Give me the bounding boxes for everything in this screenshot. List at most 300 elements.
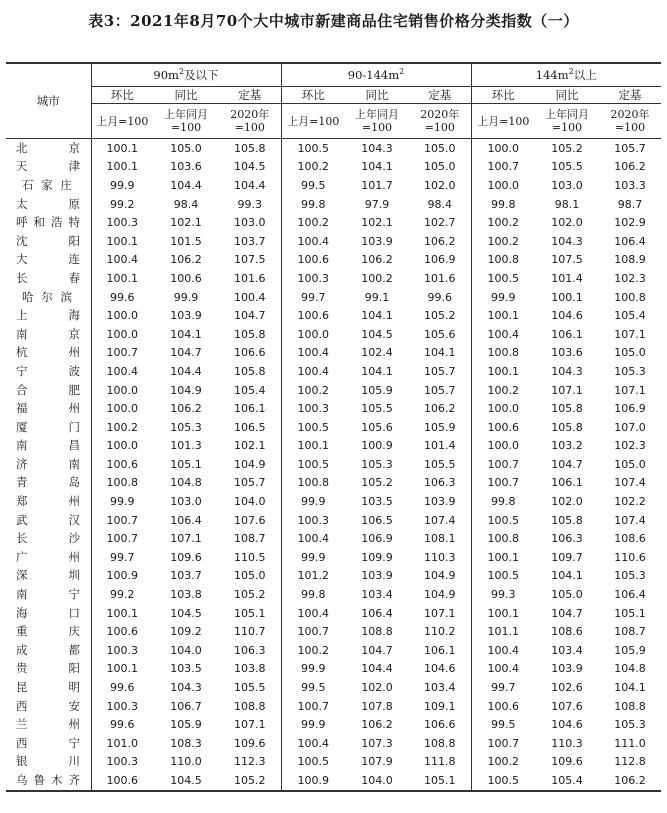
value-cell: 100.3 bbox=[281, 399, 345, 418]
value-cell: 100.4 bbox=[281, 604, 345, 623]
value-cell: 99.9 bbox=[91, 492, 153, 511]
table-title: 表3：2021年8月70个大中城市新建商品住宅销售价格分类指数（一） bbox=[88, 12, 579, 30]
value-cell: 100.8 bbox=[614, 290, 646, 304]
value-cell: 99.6 bbox=[91, 715, 153, 734]
value-cell: 100.3 bbox=[91, 641, 153, 660]
value-cell: 112.3 bbox=[234, 755, 266, 769]
value-cell: 105.2 bbox=[424, 309, 456, 323]
base-header-line: 上月=100 bbox=[287, 114, 340, 128]
value-cell: 101.1 bbox=[471, 622, 535, 641]
value-cell: 106.1 bbox=[551, 476, 583, 490]
city-name: 重庆 bbox=[16, 624, 80, 639]
value-cell: 104.6 bbox=[551, 309, 583, 323]
value-cell: 100.0 bbox=[91, 399, 153, 418]
value-cell: 108.3 bbox=[170, 736, 202, 750]
value-cell: 105.8 bbox=[234, 364, 266, 378]
value-cell: 99.8 bbox=[281, 585, 345, 604]
value-cell: 103.7 bbox=[170, 569, 202, 583]
base-header bbox=[91, 104, 153, 139]
sub-header: 定基 bbox=[409, 87, 471, 104]
value-cell: 100.5 bbox=[471, 269, 535, 288]
value-cell: 101.4 bbox=[424, 439, 456, 453]
table-row bbox=[6, 381, 661, 400]
city-name: 南宁 bbox=[16, 587, 80, 602]
value-cell: 104.1 bbox=[361, 364, 393, 378]
value-cell: 106.1 bbox=[234, 402, 266, 416]
value-cell: 100.7 bbox=[91, 511, 153, 530]
value-cell: 100.7 bbox=[471, 474, 535, 493]
value-cell: 99.9 bbox=[471, 288, 535, 307]
city-name: 石家庄 bbox=[22, 177, 72, 192]
value-cell: 105.9 bbox=[614, 643, 646, 657]
value-cell: 110.3 bbox=[424, 550, 456, 564]
value-cell: 105.0 bbox=[551, 588, 583, 602]
value-cell: 103.9 bbox=[361, 569, 393, 583]
value-cell: 100.7 bbox=[91, 529, 153, 548]
value-cell: 102.6 bbox=[551, 681, 583, 695]
city-name: 广州 bbox=[16, 549, 80, 564]
value-cell: 100.5 bbox=[471, 511, 535, 530]
table-row bbox=[6, 418, 661, 437]
value-cell: 100.9 bbox=[361, 439, 393, 453]
value-cell: 98.4 bbox=[427, 197, 452, 211]
value-cell: 107.5 bbox=[234, 253, 266, 267]
table-row bbox=[6, 511, 661, 530]
city-name: 西安 bbox=[16, 698, 80, 713]
group-header-large: $144m^2$以上 bbox=[471, 63, 661, 87]
value-cell: 105.1 bbox=[424, 773, 456, 787]
value-cell: 99.9 bbox=[281, 492, 345, 511]
value-cell: 99.5 bbox=[471, 715, 535, 734]
value-cell: 105.5 bbox=[424, 457, 456, 471]
value-cell: 100.0 bbox=[471, 176, 535, 195]
value-cell: 106.2 bbox=[170, 253, 202, 267]
table-row bbox=[6, 641, 661, 660]
city-cell bbox=[6, 474, 91, 493]
value-cell: 102.1 bbox=[234, 439, 266, 453]
value-cell: 106.2 bbox=[361, 718, 393, 732]
value-cell: 105.3 bbox=[614, 569, 646, 583]
value-cell: 104.3 bbox=[361, 141, 393, 155]
value-cell: 102.0 bbox=[551, 216, 583, 230]
value-cell: 102.1 bbox=[361, 216, 393, 230]
value-cell: 100.0 bbox=[471, 399, 535, 418]
value-cell: 104.0 bbox=[234, 495, 266, 509]
table-row bbox=[6, 158, 661, 177]
value-cell: 103.6 bbox=[170, 160, 202, 174]
value-cell: 100.8 bbox=[91, 474, 153, 493]
city-cell bbox=[6, 697, 91, 716]
value-cell: 100.6 bbox=[471, 418, 535, 437]
value-cell: 103.9 bbox=[424, 495, 456, 509]
value-cell: 100.1 bbox=[471, 362, 535, 381]
value-cell: 100.1 bbox=[551, 290, 583, 304]
base-header-line: =100 bbox=[614, 121, 646, 134]
value-cell: 110.3 bbox=[551, 736, 583, 750]
value-cell: 102.1 bbox=[170, 216, 202, 230]
table-row bbox=[6, 697, 661, 716]
value-cell: 106.4 bbox=[170, 513, 202, 527]
value-cell: 101.7 bbox=[361, 178, 393, 192]
city-name: 郑州 bbox=[16, 494, 80, 509]
city-cell bbox=[6, 344, 91, 363]
value-cell: 100.1 bbox=[91, 269, 153, 288]
value-cell: 106.1 bbox=[424, 643, 456, 657]
city-cell bbox=[6, 437, 91, 456]
value-cell: 100.4 bbox=[281, 529, 345, 548]
table-row bbox=[6, 455, 661, 474]
value-cell: 107.4 bbox=[614, 513, 646, 527]
city-name: 大连 bbox=[16, 252, 80, 267]
value-cell: 105.2 bbox=[234, 588, 266, 602]
city-name: 宁波 bbox=[16, 363, 80, 378]
base-header-line: 2020年 bbox=[420, 108, 460, 121]
value-cell: 99.7 bbox=[91, 548, 153, 567]
value-cell: 102.3 bbox=[614, 439, 646, 453]
value-cell: 106.4 bbox=[614, 234, 646, 248]
value-cell: 102.2 bbox=[614, 495, 646, 509]
value-cell: 100.4 bbox=[471, 325, 535, 344]
value-cell: 105.7 bbox=[424, 364, 456, 378]
value-cell: 107.1 bbox=[614, 383, 646, 397]
city-cell bbox=[6, 622, 91, 641]
value-cell: 102.7 bbox=[424, 216, 456, 230]
value-cell: 99.8 bbox=[281, 195, 345, 214]
value-cell: 100.0 bbox=[91, 381, 153, 400]
city-name: 青岛 bbox=[16, 475, 80, 490]
base-header bbox=[409, 104, 471, 139]
value-cell: 100.4 bbox=[91, 362, 153, 381]
base-header bbox=[281, 104, 345, 139]
value-cell: 100.7 bbox=[281, 622, 345, 641]
value-cell: 100.1 bbox=[91, 139, 153, 158]
value-cell: 106.5 bbox=[361, 513, 393, 527]
value-cell: 107.9 bbox=[361, 755, 393, 769]
price-index-table bbox=[6, 62, 661, 792]
value-cell: 99.6 bbox=[91, 678, 153, 697]
base-header-line: =100 bbox=[234, 121, 265, 134]
value-cell: 99.6 bbox=[427, 290, 452, 304]
value-cell: 100.2 bbox=[471, 213, 535, 232]
city-cell bbox=[6, 362, 91, 381]
city-name: 哈尔滨 bbox=[22, 289, 72, 304]
city-cell bbox=[6, 641, 91, 660]
value-cell: 100.5 bbox=[281, 139, 345, 158]
city-name: 乌鲁木齐 bbox=[16, 772, 80, 787]
table-row bbox=[6, 771, 661, 791]
sub-header: 同比 bbox=[153, 87, 219, 104]
value-cell: 102.0 bbox=[551, 495, 583, 509]
value-cell: 106.2 bbox=[424, 402, 456, 416]
value-cell: 100.2 bbox=[281, 381, 345, 400]
value-cell: 100.3 bbox=[281, 269, 345, 288]
value-cell: 102.0 bbox=[361, 681, 393, 695]
value-cell: 104.1 bbox=[551, 569, 583, 583]
value-cell: 105.3 bbox=[170, 420, 202, 434]
base-header bbox=[471, 104, 535, 139]
value-cell: 106.2 bbox=[614, 773, 646, 787]
value-cell: 108.8 bbox=[424, 736, 456, 750]
value-cell: 100.6 bbox=[281, 306, 345, 325]
value-cell: 103.5 bbox=[170, 662, 202, 676]
value-cell: 103.0 bbox=[234, 216, 266, 230]
table-row bbox=[6, 139, 661, 158]
value-cell: 103.9 bbox=[551, 662, 583, 676]
table-row bbox=[6, 232, 661, 251]
value-cell: 107.1 bbox=[424, 606, 456, 620]
city-name: 昆明 bbox=[16, 680, 80, 695]
value-cell: 106.1 bbox=[551, 327, 583, 341]
value-cell: 104.3 bbox=[170, 681, 202, 695]
value-cell: 105.0 bbox=[614, 457, 646, 471]
value-cell: 106.9 bbox=[614, 402, 646, 416]
value-cell: 100.0 bbox=[91, 437, 153, 456]
value-cell: 106.3 bbox=[424, 476, 456, 490]
value-cell: 106.4 bbox=[361, 606, 393, 620]
value-cell: 105.5 bbox=[361, 402, 393, 416]
value-cell: 104.4 bbox=[361, 662, 393, 676]
value-cell: 105.4 bbox=[234, 383, 266, 397]
value-cell: 100.1 bbox=[91, 660, 153, 679]
value-cell: 100.2 bbox=[91, 418, 153, 437]
value-cell: 105.8 bbox=[234, 141, 266, 155]
value-cell: 108.8 bbox=[361, 625, 393, 639]
value-cell: 99.2 bbox=[91, 195, 153, 214]
value-cell: 104.4 bbox=[234, 178, 266, 192]
table-row bbox=[6, 585, 661, 604]
value-cell: 100.1 bbox=[471, 548, 535, 567]
city-cell bbox=[6, 251, 91, 270]
table-row bbox=[6, 660, 661, 679]
value-cell: 100.0 bbox=[471, 139, 535, 158]
value-cell: 108.8 bbox=[614, 699, 646, 713]
table-row bbox=[6, 213, 661, 232]
base-header-line: 上年同月 bbox=[545, 108, 589, 121]
value-cell: 106.6 bbox=[424, 718, 456, 732]
city-cell bbox=[6, 492, 91, 511]
value-cell: 101.0 bbox=[91, 734, 153, 753]
value-cell: 106.2 bbox=[361, 253, 393, 267]
value-cell: 100.8 bbox=[471, 529, 535, 548]
value-cell: 107.1 bbox=[170, 532, 202, 546]
value-cell: 103.5 bbox=[361, 495, 393, 509]
value-cell: 103.0 bbox=[551, 178, 583, 192]
value-cell: 108.7 bbox=[234, 532, 266, 546]
value-cell: 105.3 bbox=[614, 364, 646, 378]
city-name: 南京 bbox=[16, 326, 80, 341]
city-cell bbox=[6, 455, 91, 474]
value-cell: 100.2 bbox=[471, 381, 535, 400]
value-cell: 100.4 bbox=[91, 251, 153, 270]
value-cell: 100.2 bbox=[281, 641, 345, 660]
city-name: 北京 bbox=[16, 140, 80, 155]
city-name: 上海 bbox=[16, 308, 80, 323]
table-row bbox=[6, 325, 661, 344]
value-cell: 107.1 bbox=[551, 383, 583, 397]
city-name: 沈阳 bbox=[16, 233, 80, 248]
value-cell: 111.8 bbox=[424, 755, 456, 769]
value-cell: 105.7 bbox=[234, 476, 266, 490]
value-cell: 99.5 bbox=[281, 678, 345, 697]
value-cell: 100.7 bbox=[471, 158, 535, 177]
city-cell bbox=[6, 678, 91, 697]
value-cell: 102.4 bbox=[361, 346, 393, 360]
value-cell: 104.8 bbox=[614, 662, 646, 676]
value-cell: 100.4 bbox=[281, 734, 345, 753]
city-name: 成都 bbox=[16, 642, 80, 657]
value-cell: 108.6 bbox=[614, 532, 646, 546]
city-cell bbox=[6, 585, 91, 604]
value-cell: 100.6 bbox=[91, 622, 153, 641]
city-header: 城市 bbox=[6, 63, 91, 139]
value-cell: 102.3 bbox=[614, 271, 646, 285]
value-cell: 100.8 bbox=[471, 344, 535, 363]
base-header-line: 2020年 bbox=[230, 108, 270, 121]
value-cell: 109.9 bbox=[361, 550, 393, 564]
value-cell: 100.1 bbox=[281, 437, 345, 456]
value-cell: 104.1 bbox=[614, 681, 646, 695]
value-cell: 99.8 bbox=[471, 492, 535, 511]
value-cell: 105.4 bbox=[614, 309, 646, 323]
value-cell: 104.3 bbox=[551, 364, 583, 378]
value-cell: 103.6 bbox=[551, 346, 583, 360]
city-name: 天津 bbox=[16, 159, 80, 174]
value-cell: 104.0 bbox=[361, 773, 393, 787]
value-cell: 109.7 bbox=[551, 550, 583, 564]
value-cell: 104.5 bbox=[170, 773, 202, 787]
city-name: 合肥 bbox=[16, 382, 80, 397]
value-cell: 99.7 bbox=[471, 678, 535, 697]
table-row bbox=[6, 715, 661, 734]
value-cell: 99.9 bbox=[281, 715, 345, 734]
city-cell bbox=[6, 381, 91, 400]
value-cell: 104.1 bbox=[361, 309, 393, 323]
base-header-line: =100 bbox=[361, 121, 393, 134]
value-cell: 104.8 bbox=[170, 476, 202, 490]
value-cell: 108.1 bbox=[424, 532, 456, 546]
value-cell: 105.0 bbox=[424, 141, 456, 155]
base-header-line: 2020年 bbox=[610, 108, 650, 121]
city-name: 贵阳 bbox=[16, 661, 80, 676]
value-cell: 104.7 bbox=[361, 643, 393, 657]
base-header bbox=[599, 104, 661, 139]
value-cell: 100.3 bbox=[91, 213, 153, 232]
value-cell: 104.9 bbox=[424, 569, 456, 583]
value-cell: 103.2 bbox=[551, 439, 583, 453]
value-cell: 107.1 bbox=[614, 327, 646, 341]
table-row bbox=[6, 529, 661, 548]
value-cell: 105.8 bbox=[551, 402, 583, 416]
value-cell: 100.6 bbox=[471, 697, 535, 716]
city-cell bbox=[6, 567, 91, 586]
value-cell: 106.9 bbox=[361, 532, 393, 546]
base-header-line: 上年同月 bbox=[355, 108, 399, 121]
table-row bbox=[6, 604, 661, 623]
value-cell: 104.6 bbox=[551, 718, 583, 732]
value-cell: 100.2 bbox=[361, 271, 393, 285]
value-cell: 104.9 bbox=[234, 457, 266, 471]
table-row bbox=[6, 306, 661, 325]
value-cell: 104.4 bbox=[170, 364, 202, 378]
sub-header: 定基 bbox=[219, 87, 281, 104]
table-row bbox=[6, 176, 661, 195]
base-header bbox=[345, 104, 409, 139]
value-cell: 99.3 bbox=[237, 197, 262, 211]
base-header-line: =100 bbox=[424, 121, 455, 134]
value-cell: 103.4 bbox=[361, 588, 393, 602]
city-name: 福州 bbox=[16, 401, 80, 416]
value-cell: 110.7 bbox=[234, 625, 266, 639]
value-cell: 107.3 bbox=[361, 736, 393, 750]
value-cell: 103.0 bbox=[170, 495, 202, 509]
value-cell: 99.9 bbox=[281, 660, 345, 679]
value-cell: 105.5 bbox=[234, 681, 266, 695]
value-cell: 100.7 bbox=[91, 344, 153, 363]
value-cell: 106.4 bbox=[614, 588, 646, 602]
value-cell: 100.8 bbox=[471, 251, 535, 270]
value-cell: 107.1 bbox=[234, 718, 266, 732]
city-cell bbox=[6, 715, 91, 734]
value-cell: 97.9 bbox=[364, 197, 390, 211]
sub-header: 环比 bbox=[471, 87, 535, 104]
value-cell: 98.7 bbox=[617, 197, 643, 211]
table-row bbox=[6, 734, 661, 753]
sub-header: 环比 bbox=[281, 87, 345, 104]
city-name: 银川 bbox=[16, 754, 80, 769]
city-name: 西宁 bbox=[16, 735, 80, 750]
value-cell: 108.7 bbox=[614, 625, 646, 639]
city-cell bbox=[6, 399, 91, 418]
value-cell: 105.8 bbox=[234, 327, 266, 341]
value-cell: 100.0 bbox=[471, 437, 535, 456]
value-cell: 105.2 bbox=[551, 141, 583, 155]
value-cell: 105.0 bbox=[424, 160, 456, 174]
value-cell: 98.4 bbox=[173, 197, 199, 211]
city-cell bbox=[6, 213, 91, 232]
city-cell bbox=[6, 269, 91, 288]
city-cell bbox=[6, 604, 91, 623]
city-name: 兰州 bbox=[16, 717, 80, 732]
value-cell: 99.1 bbox=[364, 290, 390, 304]
value-cell: 99.2 bbox=[91, 585, 153, 604]
city-cell bbox=[6, 232, 91, 251]
value-cell: 100.0 bbox=[281, 325, 345, 344]
value-cell: 100.0 bbox=[91, 325, 153, 344]
value-cell: 99.9 bbox=[91, 176, 153, 195]
value-cell: 100.2 bbox=[471, 232, 535, 251]
value-cell: 100.5 bbox=[281, 455, 345, 474]
city-cell bbox=[6, 511, 91, 530]
value-cell: 103.9 bbox=[361, 234, 393, 248]
value-cell: 105.8 bbox=[551, 513, 583, 527]
city-cell bbox=[6, 306, 91, 325]
value-cell: 105.0 bbox=[234, 569, 266, 583]
group-header-small: $90m^2$及以下 bbox=[91, 63, 281, 87]
city-name: 呼和浩特 bbox=[16, 215, 80, 230]
value-cell: 101.3 bbox=[170, 439, 202, 453]
table-row bbox=[6, 548, 661, 567]
table-row bbox=[6, 678, 661, 697]
value-cell: 109.6 bbox=[551, 755, 583, 769]
value-cell: 100.2 bbox=[281, 213, 345, 232]
table-row bbox=[6, 362, 661, 381]
table-row bbox=[6, 251, 661, 270]
value-cell: 99.8 bbox=[471, 195, 535, 214]
value-cell: 105.0 bbox=[614, 346, 646, 360]
value-cell: 104.7 bbox=[551, 457, 583, 471]
value-cell: 110.6 bbox=[614, 550, 646, 564]
value-cell: 100.6 bbox=[91, 455, 153, 474]
